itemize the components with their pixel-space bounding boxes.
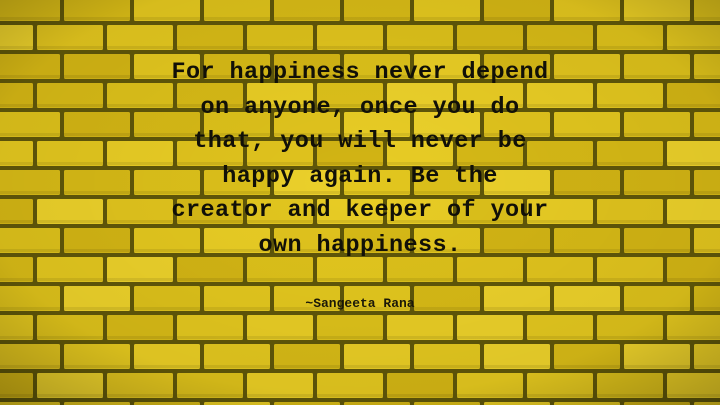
author-attribution: ~Sangeeta Rana: [305, 296, 415, 311]
quote-line: For happiness never depend: [171, 59, 549, 86]
quote-line: that, you will never be: [193, 128, 527, 155]
quote-text: [0, 56, 720, 263]
quote-line: own happiness.: [258, 231, 462, 259]
quote-line: happy again. Be the: [222, 162, 498, 190]
quote-line: creator and keeper of your: [171, 197, 549, 224]
quote-line: on anyone, once you do: [200, 93, 520, 121]
